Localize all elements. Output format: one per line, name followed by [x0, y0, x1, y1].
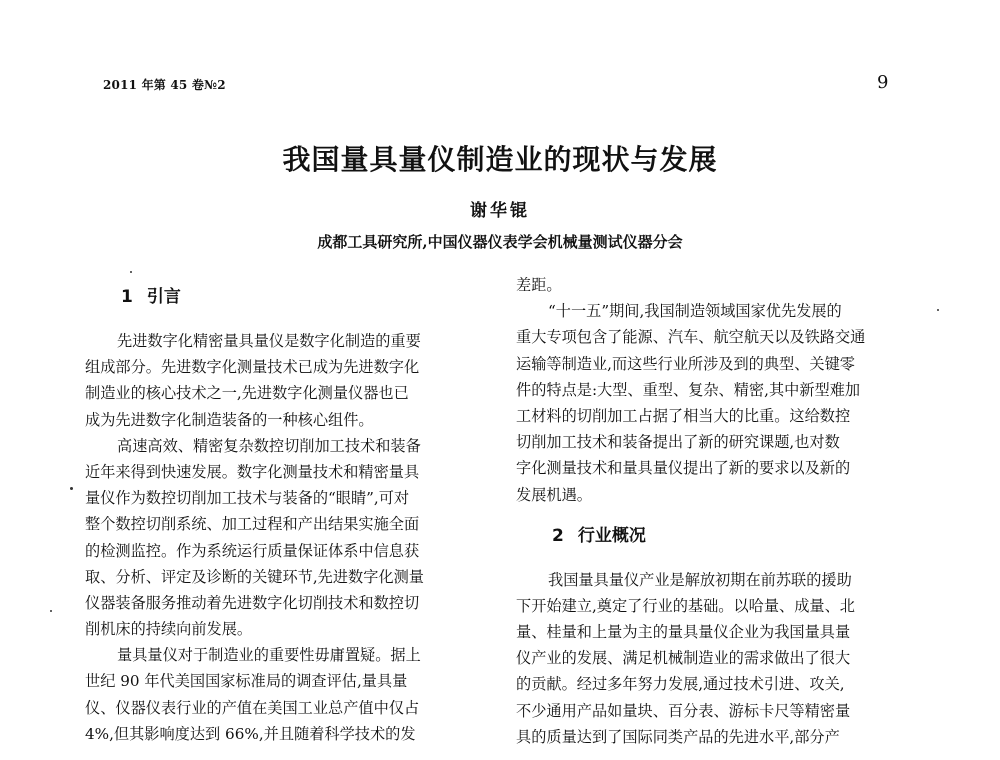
page-number: 9	[877, 72, 889, 93]
text-line: 高速高效、精密复杂数控切削加工技术和装备	[117, 436, 421, 455]
text-line: 世纪 90 年代美国国家标准局的调查评估,量具量	[85, 672, 408, 691]
text-line: 下开始建立,奠定了行业的基础。以哈量、成量、北	[516, 596, 855, 615]
text-line: 组成部分。先进数字化测量技术已成为先进数字化	[85, 358, 420, 377]
scan-speck	[70, 487, 73, 490]
article-affiliation: 成都工具研究所,中国仪器仪表学会机械量测试仪器分会	[317, 233, 683, 251]
text-line: 4%,但其影响度达到 66%,并且随着科学技术的发	[85, 724, 416, 743]
text-line: 仪器装备服务推动着先进数字化切削技术和数控切	[85, 593, 420, 612]
text-line: 切削加工技术和装备提出了新的研究课题,也对数	[516, 433, 840, 452]
text-line: 量具量仪对于制造业的重要性毋庸置疑。据上	[117, 646, 421, 665]
text-line: 仪、仪器仪表行业的产值在美国工业总产值中仅占	[85, 698, 420, 717]
text-line: 整个数控切削系统、加工过程和产出结果实施全面	[85, 515, 420, 534]
text-line: 削机床的持续向前发展。	[85, 620, 253, 639]
text-line: 制造业的核心技术之一,先进数字化测量仪器也已	[85, 384, 409, 403]
text-line: 具的质量达到了国际同类产品的先进水平,部分产	[516, 727, 840, 746]
text-line: 量仪作为数控切削加工技术与装备的“眼睛”,可对	[85, 489, 410, 508]
text-line: 的检测监控。作为系统运行质量保证体系中信息获	[85, 541, 420, 560]
text-line: 量、桂量和上量为主的量具量仪企业为我国量具量	[516, 623, 851, 642]
text-line: 发展机遇。	[516, 485, 592, 504]
text-line: 字化测量技术和量具量仪提出了新的要求以及新的	[516, 459, 851, 478]
text-line: “十一五”期间,我国制造领域国家优先发展的	[548, 302, 842, 321]
text-line: 成为先进数字化制造装备的一种核心组件。	[85, 410, 374, 429]
scan-speck	[937, 309, 939, 311]
text-line: 工材料的切削加工占据了相当大的比重。这给数控	[516, 406, 851, 425]
text-line: 仪产业的发展、满足机械制造业的需求做出了很大	[516, 649, 851, 668]
right-column	[516, 272, 914, 750]
section-title: 行业概况	[577, 525, 646, 546]
text-line: 不少通用产品如量块、百分表、游标卡尺等精密量	[516, 701, 851, 720]
section-title: 引言	[146, 287, 181, 307]
text-line: 先进数字化精密量具量仪是数字化制造的重要	[117, 332, 421, 350]
section-heading	[85, 284, 480, 310]
section-number: 1	[121, 287, 133, 307]
text-line: 的贡献。经过多年努力发展,通过技术引进、攻关,	[516, 675, 845, 694]
text-line: 近年来得到快速发展。数字化测量技术和精密量具	[85, 462, 420, 481]
section-number: 2	[552, 525, 564, 546]
text-line: 运输等制造业,而这些行业所涉及到的典型、关键零	[516, 354, 855, 373]
section-heading	[516, 523, 914, 549]
article-title: 我国量具量仪制造业的现状与发展	[282, 143, 718, 176]
text-line: 件的特点是:大型、重型、复杂、精密,其中新型难加	[516, 380, 861, 399]
left-column	[85, 272, 480, 747]
running-head: 2011 年第 45 卷№2	[103, 78, 226, 92]
text-line: 我国量具量仪产业是解放初期在前苏联的援助	[548, 570, 852, 589]
article-author: 谢华锟	[470, 201, 530, 221]
text-line: 取、分析、评定及诊断的关键环节,先进数字化测量	[85, 567, 424, 586]
text-line: 重大专项包含了能源、汽车、航空航天以及铁路交通	[516, 328, 866, 347]
scan-speck	[50, 610, 52, 612]
text-line: 差距。	[516, 276, 562, 294]
